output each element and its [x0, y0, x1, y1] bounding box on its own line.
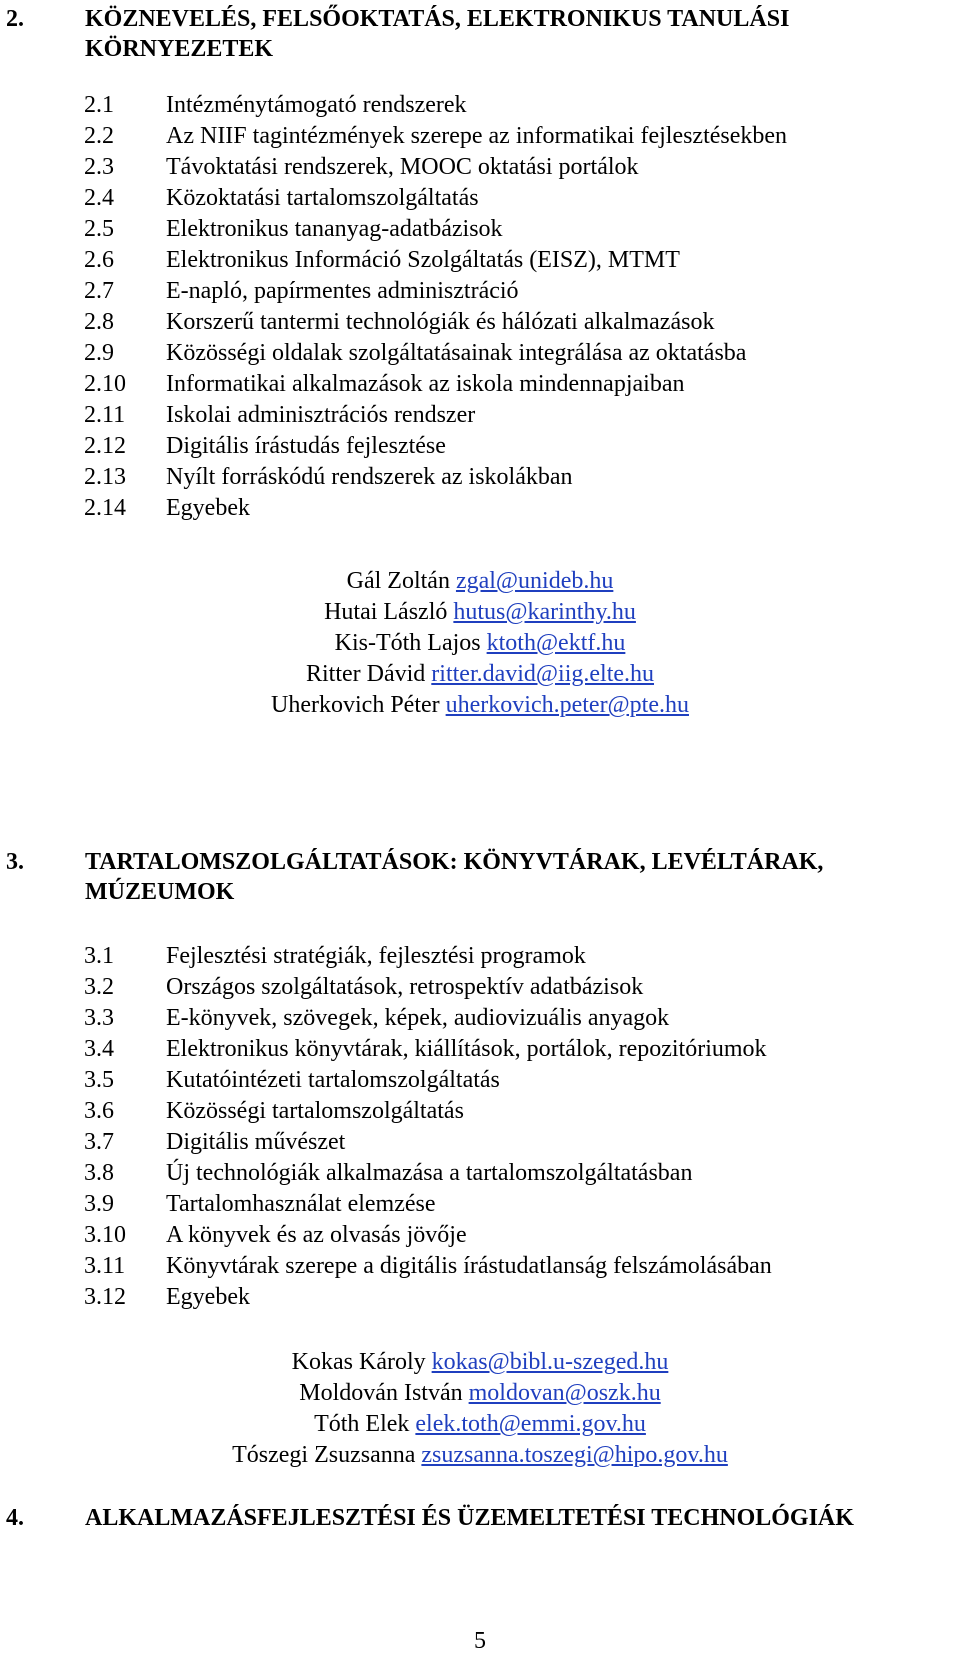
topic-number: 2.14 [84, 495, 126, 521]
topic-number: 3.1 [84, 943, 114, 969]
topic-number: 3.4 [84, 1036, 114, 1062]
contact-line [0, 690, 960, 721]
topic-label: Tartalomhasználat elemzése [166, 1191, 436, 1217]
contact-line [0, 1347, 960, 1378]
topic-label: Közösségi oldalak szolgáltatásainak integrálása az oktatásba [166, 340, 747, 366]
topic-label: Digitális írástudás fejlesztése [166, 433, 446, 459]
topic-item [0, 1034, 960, 1065]
topic-item [0, 493, 960, 524]
contact-email-link[interactable]: ktoth@ektf.hu [486, 630, 626, 656]
topic-item [0, 1220, 960, 1251]
contact-name: Tószegi Zsuzsanna [232, 1442, 416, 1468]
topic-item [0, 1065, 960, 1096]
topic-number: 3.11 [84, 1253, 126, 1279]
topic-label: Informatikai alkalmazások az iskola mindennapjaiban [166, 371, 685, 397]
topic-number: 3.8 [84, 1160, 114, 1186]
contact-name: Tóth Elek [314, 1411, 410, 1437]
contact-line [0, 1409, 960, 1440]
topic-label: Az NIIF tagintézmények szerepe az informatikai fejlesztésekben [166, 123, 788, 149]
topic-list [0, 941, 960, 1313]
topic-label: Korszerű tantermi technológiák és hálózati alkalmazások [166, 309, 715, 335]
topic-item [0, 1096, 960, 1127]
topic-item [0, 1251, 960, 1282]
topic-number: 3.12 [84, 1284, 126, 1310]
topic-label: Iskolai adminisztrációs rendszer [166, 402, 476, 428]
contact-email-link[interactable]: elek.toth@emmi.gov.hu [415, 1411, 646, 1437]
topic-label: Közösségi tartalomszolgáltatás [166, 1098, 464, 1124]
contact-email-link[interactable]: zsuzsanna.toszegi@hipo.gov.hu [421, 1442, 728, 1468]
topic-list [0, 90, 960, 524]
section-number: 3. [6, 849, 24, 875]
topic-item [0, 307, 960, 338]
contact-line [0, 597, 960, 628]
topic-item [0, 972, 960, 1003]
topic-label: Távoktatási rendszerek, MOOC oktatási portálok [166, 154, 639, 180]
topic-item [0, 1003, 960, 1034]
contact-name: Moldován István [299, 1380, 463, 1406]
topic-item [0, 214, 960, 245]
topic-label: Egyebek [166, 495, 250, 521]
topic-number: 3.9 [84, 1191, 114, 1217]
topic-item [0, 1127, 960, 1158]
topic-label: Elektronikus könyvtárak, kiállítások, portálok, repozitóriumok [166, 1036, 767, 1062]
topic-item [0, 400, 960, 431]
contact-email-link[interactable]: ritter.david@iig.elte.hu [431, 661, 655, 687]
topic-label: E-könyvek, szövegek, képek, audiovizuális anyagok [166, 1005, 670, 1031]
topic-number: 2.7 [84, 278, 114, 304]
topic-item [0, 369, 960, 400]
contact-email-link[interactable]: uherkovich.peter@pte.hu [445, 692, 689, 718]
section-title: KÖZNEVELÉS, FELSŐOKTATÁS, ELEKTRONIKUS TANULÁSI KÖRNYEZETEK [85, 6, 790, 62]
topic-item [0, 431, 960, 462]
topic-item [0, 338, 960, 369]
topic-label: A könyvek és az olvasás jövője [166, 1222, 467, 1248]
topic-number: 2.13 [84, 464, 126, 490]
topic-number: 3.10 [84, 1222, 126, 1248]
contact-line [0, 628, 960, 659]
page-number: 5 [474, 1628, 486, 1654]
topic-number: 2.9 [84, 340, 114, 366]
topic-item [0, 462, 960, 493]
contact-line [0, 1378, 960, 1409]
topic-label: Intézménytámogató rendszerek [166, 92, 467, 118]
contact-name: Uherkovich Péter [271, 692, 440, 718]
topic-number: 2.5 [84, 216, 114, 242]
topic-item [0, 276, 960, 307]
topic-label: Elektronikus tananyag-adatbázisok [166, 216, 503, 242]
topic-number: 3.5 [84, 1067, 114, 1093]
topic-item [0, 1158, 960, 1189]
topic-label: Kutatóintézeti tartalomszolgáltatás [166, 1067, 500, 1093]
topic-item [0, 121, 960, 152]
contact-list [0, 1347, 960, 1471]
section-number: 2. [6, 6, 24, 32]
contact-email-link[interactable]: moldovan@oszk.hu [468, 1380, 661, 1406]
topic-label: Új technológiák alkalmazása a tartalomszolgáltatásban [166, 1160, 693, 1186]
topic-number: 2.10 [84, 371, 126, 397]
topic-number: 2.1 [84, 92, 114, 118]
contact-email-link[interactable]: zgal@unideb.hu [455, 568, 614, 594]
topic-item [0, 1189, 960, 1220]
topic-number: 2.6 [84, 247, 114, 273]
topic-label: Közoktatási tartalomszolgáltatás [166, 185, 479, 211]
topic-item [0, 183, 960, 214]
topic-number: 3.7 [84, 1129, 114, 1155]
contact-name: Kokas Károly [291, 1349, 426, 1375]
contact-name: Kis-Tóth Lajos [334, 630, 481, 656]
topic-label: Nyílt forráskódú rendszerek az iskolákban [166, 464, 573, 490]
topic-number: 3.6 [84, 1098, 114, 1124]
topic-label: E-napló, papírmentes adminisztráció [166, 278, 519, 304]
section-number: 4. [6, 1505, 24, 1531]
topic-number: 2.4 [84, 185, 114, 211]
topic-number: 2.11 [84, 402, 126, 428]
topic-number: 2.12 [84, 433, 126, 459]
contact-name: Ritter Dávid [305, 661, 426, 687]
topic-number: 2.8 [84, 309, 114, 335]
contact-name: Hutai László [324, 599, 448, 625]
contact-email-link[interactable]: kokas@bibl.u-szeged.hu [431, 1349, 669, 1375]
topic-label: Elektronikus Információ Szolgáltatás (EISZ), MTMT [166, 247, 680, 273]
topic-label: Könyvtárak szerepe a digitális írástudatlanság felszámolásában [166, 1253, 772, 1279]
topic-item [0, 152, 960, 183]
topic-item [0, 90, 960, 121]
topic-number: 3.3 [84, 1005, 114, 1031]
topic-item [0, 245, 960, 276]
topic-item [0, 1282, 960, 1313]
contact-line [0, 659, 960, 690]
topic-label: Digitális művészet [166, 1129, 346, 1155]
topic-label: Egyebek [166, 1284, 250, 1310]
topic-number: 2.2 [84, 123, 114, 149]
contact-name: Gál Zoltán [346, 568, 450, 594]
section-title: TARTALOMSZOLGÁLTATÁSOK: KÖNYVTÁRAK, LEVÉLTÁRAK, MÚZEUMOK [85, 849, 824, 905]
topic-number: 3.2 [84, 974, 114, 1000]
contact-line [0, 566, 960, 597]
section-title: ALKALMAZÁSFEJLESZTÉSI ÉS ÜZEMELTETÉSI TECHNOLÓGIÁK [85, 1505, 854, 1531]
topic-label: Országos szolgáltatások, retrospektív adatbázisok [166, 974, 644, 1000]
topic-label: Fejlesztési stratégiák, fejlesztési programok [166, 943, 586, 969]
topic-number: 2.3 [84, 154, 114, 180]
contact-email-link[interactable]: hutus@karinthy.hu [453, 599, 636, 625]
contact-line [0, 1440, 960, 1471]
topic-item [0, 941, 960, 972]
contact-list [0, 566, 960, 721]
